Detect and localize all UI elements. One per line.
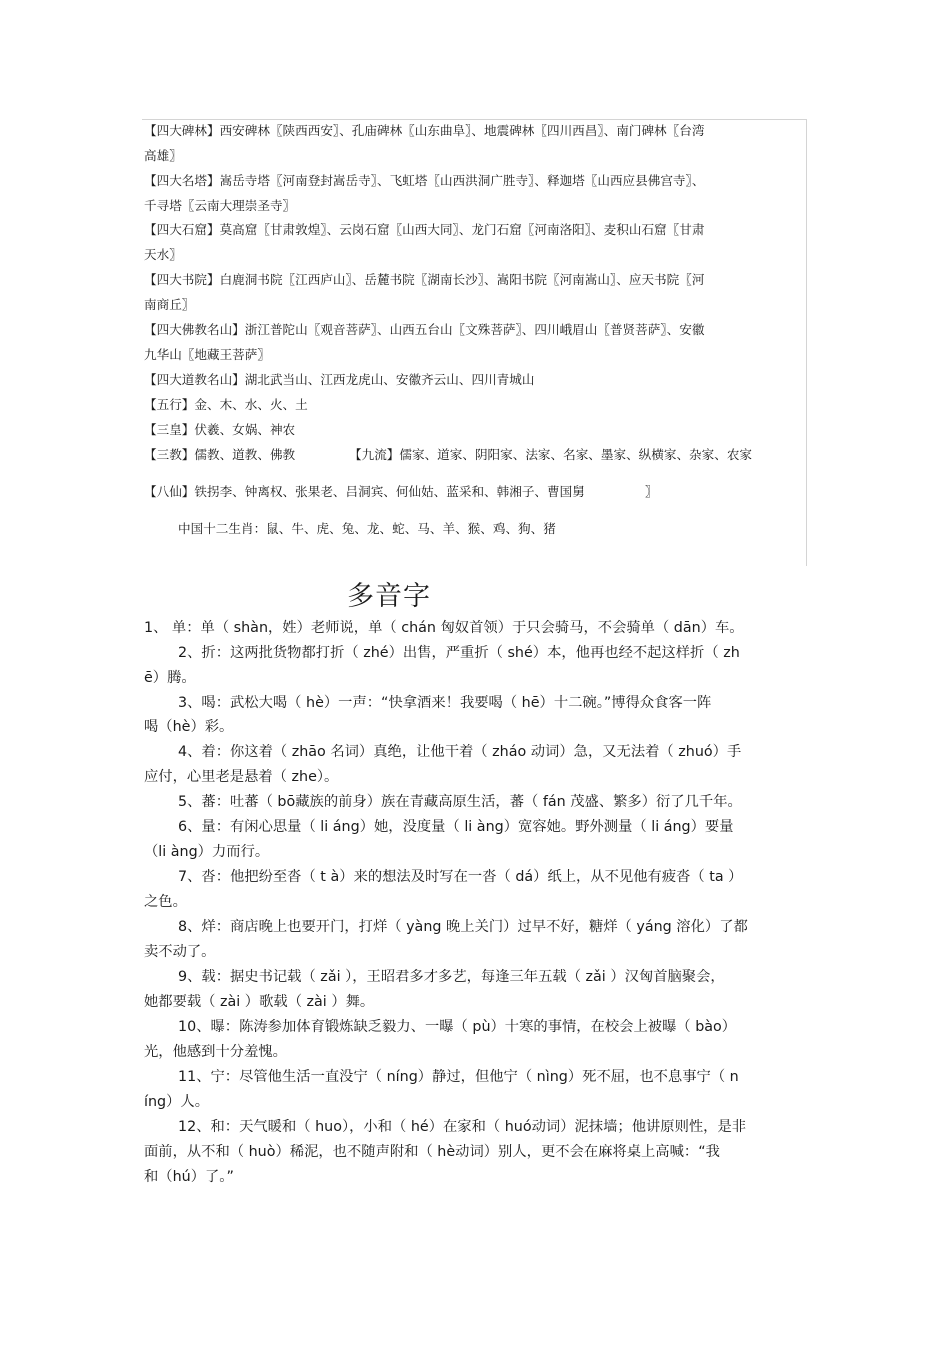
fact-line: 天水〗 bbox=[144, 247, 182, 262]
list-item-continuation: 之色。 bbox=[144, 894, 187, 910]
list-item: 2、折：这两批货物都打折（ zhé）出售，严重折（ shé）本，他再也经不起这样折（ zh bbox=[178, 645, 740, 661]
list-item-continuation: 喝（hè）彩。 bbox=[144, 719, 234, 735]
fact-line: 【四大道教名山】湖北武当山、江西龙虎山、安徽齐云山、四川青城山 bbox=[144, 372, 535, 387]
baxian-line: 【八仙】铁拐李、钟离权、张果老、吕洞宾、何仙姑、蓝采和、韩湘子、曹国舅 bbox=[144, 484, 585, 499]
fact-line: 【五行】金、木、水、火、土 bbox=[144, 397, 308, 412]
list-item-continuation: （li àng）力而行。 bbox=[144, 844, 270, 860]
list-item-continuation: 她都要载（ zài ）歌载（ zài ）舞。 bbox=[144, 994, 375, 1010]
list-item-continuation: 光，他感到十分羞愧。 bbox=[144, 1044, 287, 1060]
zodiac-line: 中国十二生肖：鼠、牛、虎、兔、龙、蛇、马、羊、猴、鸡、狗、猪 bbox=[178, 521, 556, 536]
fact-line: 【四大名塔】嵩岳寺塔〖河南登封嵩岳寺〗、飞虹塔〖山西洪洞广胜寺〗、释迦塔〖山西应县佛宫寺〗、 bbox=[144, 173, 705, 188]
section-title: 多音字 bbox=[347, 581, 431, 612]
list-item: 6、量：有闲心思量（ li áng）她，没度量（ li àng）宽容她。野外测量（ li áng）要量 bbox=[178, 819, 734, 835]
closing-bracket: 〗 bbox=[645, 484, 658, 499]
jiuliu-line: 【九流】儒家、道家、阴阳家、法家、名家、墨家、纵横家、杂家、农家 bbox=[349, 447, 752, 462]
list-item-continuation: 应付，心里老是悬着（ zhe）。 bbox=[144, 769, 339, 785]
list-item-continuation: 和（hú）了。” bbox=[144, 1169, 234, 1185]
list-item: 12、和：天气暖和（ huo），小和（ hé）在家和（ huó动词）泥抹墙；他讲原则性，是非 bbox=[178, 1119, 747, 1135]
sanjiao-line: 【三教】儒教、道教、佛教 bbox=[144, 447, 296, 462]
list-item: 10、曝：陈涛参加体育锻炼缺乏毅力、一曝（ pù）十寒的事情，在校会上被曝（ bào） bbox=[178, 1019, 737, 1035]
fact-line: 高雄〗 bbox=[144, 148, 182, 163]
list-item-continuation: 卖不动了。 bbox=[144, 944, 216, 960]
fact-line: 【四大石窟】莫高窟〖甘肃敦煌〗、云岗石窟〖山西大同〗、龙门石窟〖河南洛阳〗、麦积山石窟〖甘肃 bbox=[144, 222, 705, 237]
list-item-continuation: íng）人。 bbox=[144, 1094, 209, 1110]
fact-line: 【四大佛教名山】浙江普陀山〖观音菩萨〗、山西五台山〖文殊菩萨〗、四川峨眉山〖普贤菩萨〗、安徽 bbox=[144, 322, 705, 337]
list-item: 3、喝：武松大喝（ hè）一声：“快拿酒来！我要喝（ hē）十二碗。”博得众食客一阵 bbox=[178, 695, 712, 711]
fact-line: 千寻塔〖云南大理崇圣寺〗 bbox=[144, 198, 296, 213]
fact-line: 【四大碑林】西安碑林〖陕西西安〗、孔庙碑林〖山东曲阜〗、地震碑林〖四川西昌〗、南门碑林〖台湾 bbox=[144, 123, 705, 138]
fact-line: 九华山〖地藏王菩萨〗 bbox=[144, 347, 270, 362]
list-item-continuation: 面前，从不和（ huò）稀泥，也不随声附和（ hè动词）别人，更不会在麻将桌上高喊：“我 bbox=[144, 1144, 720, 1160]
list-item: 4、着：你这着（ zhāo 名词）真绝，让他干着（ zháo 动词）急，又无法着（ zhuó）手 bbox=[178, 744, 742, 760]
fact-line: 【三皇】伏羲、女娲、神农 bbox=[144, 422, 296, 437]
list-item: 9、载：据史书记载（ zǎi ），王昭君多才多艺，每逢三年五载（ zǎi ）汉匈首脑聚会， bbox=[178, 969, 725, 985]
list-item: 11、宁：尽管他生活一直没宁（ níng）静过，但他宁（ nìng）死不屈，也不息事宁（ n bbox=[178, 1069, 739, 1085]
list-item: 7、沓：他把纷至沓（ t à）来的想法及时写在一沓（ dá）纸上，从不见他有疲沓（ ta ） bbox=[178, 869, 743, 885]
list-item: 1、 单：单（ shàn，姓）老师说，单（ chán 匈奴首领）于只会骑马，不会骑单（ dān）车。 bbox=[144, 620, 744, 636]
fact-line: 【四大书院】白鹿洞书院〖江西庐山〗、岳麓书院〖湖南长沙〗、嵩阳书院〖河南嵩山〗、应天书院〖河 bbox=[144, 272, 705, 287]
list-item: 5、蕃：吐蕃（ bō藏族的前身）族在青藏高原生活，蕃（ fán 茂盛、繁多）衍了几千年。 bbox=[178, 794, 742, 810]
list-item-continuation: ē）腾。 bbox=[144, 670, 196, 686]
list-item: 8、烊：商店晚上也要开门，打烊（ yàng 晚上关门）过早不好，糖烊（ yáng 溶化）了都 bbox=[178, 919, 748, 935]
fact-line: 南商丘〗 bbox=[144, 297, 195, 312]
